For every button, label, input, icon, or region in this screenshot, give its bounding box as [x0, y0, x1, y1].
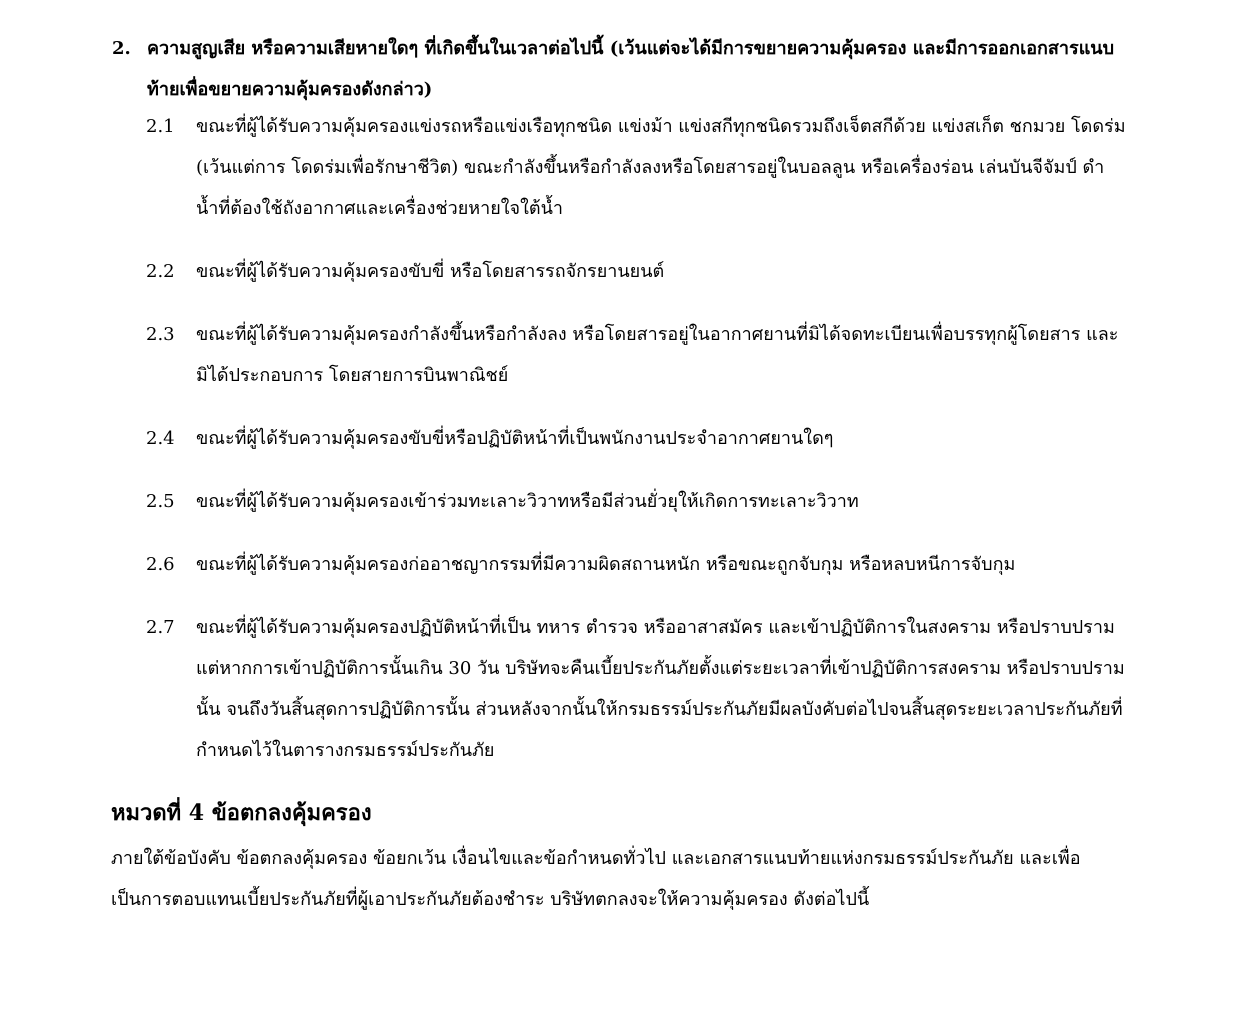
- exclusion-item-2-2: [146, 251, 1126, 292]
- exclusion-item-2-1: [146, 106, 1126, 229]
- item-number: 2.1: [146, 116, 175, 137]
- exclusion-section-heading: [112, 28, 1122, 110]
- item-number: 2.2: [146, 261, 175, 282]
- chapter-body: ภายใต้ข้อบังคับ ข้อตกลงคุ้มครอง ข้อยกเว้น เงื่อนไขและข้อกำหนดทั่วไป และเอกสารแนบท้ายแห่งกรมธรรม์ประกันภัย และเพื่อเป็นการตอบแทนเบี้ยประกันภัยที่ผู้เอาประกันภัยต้องชำระ บริษัทตกลงจะให้ความคุ้มครอง ดังต่อไปนี้: [111, 848, 1081, 910]
- chapter-title: หมวดที่ 4 ข้อตกลงคุ้มครอง: [111, 800, 372, 826]
- exclusion-item-2-5: [146, 481, 1126, 522]
- item-number: 2.6: [146, 554, 175, 575]
- item-number: 2.5: [146, 491, 175, 512]
- item-text: ขณะที่ผู้ได้รับความคุ้มครองเข้าร่วมทะเลาะวิวาทหรือมีส่วนยั่วยุให้เกิดการทะเลาะวิวาท: [196, 491, 859, 512]
- exclusion-list: [146, 106, 1126, 793]
- item-number: 2.4: [146, 428, 175, 449]
- item-text: ขณะที่ผู้ได้รับความคุ้มครองแข่งรถหรือแข่งเรือทุกชนิด แข่งม้า แข่งสกีทุกชนิดรวมถึงเจ็ตสกีด้วย แข่งสเก็ต ชกมวย โดดร่ม (เว้นแต่การ โดดร่มเพื่อรักษาชีวิต) ขณะกำลังขึ้นหรือกำลังลงหรือโดยสารอยู่ในบอลลูน หรือเครื่องร่อน เล่นบันจีจัมป์ ดำน้ำที่ต้องใช้ถังอากาศและเครื่องช่วยหายใจใต้น้ำ: [196, 116, 1126, 219]
- item-text: ขณะที่ผู้ได้รับความคุ้มครองขับขี่ หรือโดยสารรถจักรยานยนต์: [196, 261, 665, 282]
- exclusion-item-2-4: [146, 418, 1126, 459]
- section-title: ความสูญเสีย หรือความเสียหายใดๆ ที่เกิดขึ้นในเวลาต่อไปนี้ (เว้นแต่จะได้มีการขยายความคุ้มครอง และมีการออกเอกสารแนบท้ายเพื่อขยายความคุ้มครองดังกล่าว): [147, 38, 1115, 100]
- item-text: ขณะที่ผู้ได้รับความคุ้มครองก่ออาชญากรรมที่มีความผิดสถานหนัก หรือขณะถูกจับกุม หรือหลบหนีการจับกุม: [196, 554, 1016, 575]
- item-text: ขณะที่ผู้ได้รับความคุ้มครองขับขี่หรือปฏิบัติหน้าที่เป็นพนักงานประจำอากาศยานใดๆ: [196, 428, 834, 449]
- item-text: ขณะที่ผู้ได้รับความคุ้มครองปฏิบัติหน้าที่เป็น ทหาร ตำรวจ หรืออาสาสมัคร และเข้าปฏิบัติการในสงคราม หรือปราบปราม แต่หากการเข้าปฏิบัติการนั้นเกิน 30 วัน บริษัทจะคืนเบี้ยประกันภัยตั้งแต่ระยะเวลาที่เข้าปฏิบัติการสงคราม หรือปราบปรามนั้น จนถึงวันสิ้นสุดการปฏิบัติการนั้น ส่วนหลังจากนั้นให้กรมธรรม์ประกันภัยมีผลบังคับต่อไปจนสิ้นสุดระยะเวลาประกันภัยที่กำหนดไว้ในตารางกรมธรรม์ประกันภัย: [196, 617, 1125, 761]
- section-number: 2.: [112, 38, 131, 59]
- item-number: 2.3: [146, 324, 175, 345]
- exclusion-item-2-6: [146, 544, 1126, 585]
- item-text: ขณะที่ผู้ได้รับความคุ้มครองกำลังขึ้นหรือกำลังลง หรือโดยสารอยู่ในอากาศยานที่มิได้จดทะเบียนเพื่อบรรทุกผู้โดยสาร และมิได้ประกอบการ โดยสายการบินพาณิชย์: [196, 324, 1119, 386]
- exclusion-item-2-3: [146, 314, 1126, 396]
- exclusion-item-2-7: [146, 607, 1126, 771]
- item-number: 2.7: [146, 617, 175, 638]
